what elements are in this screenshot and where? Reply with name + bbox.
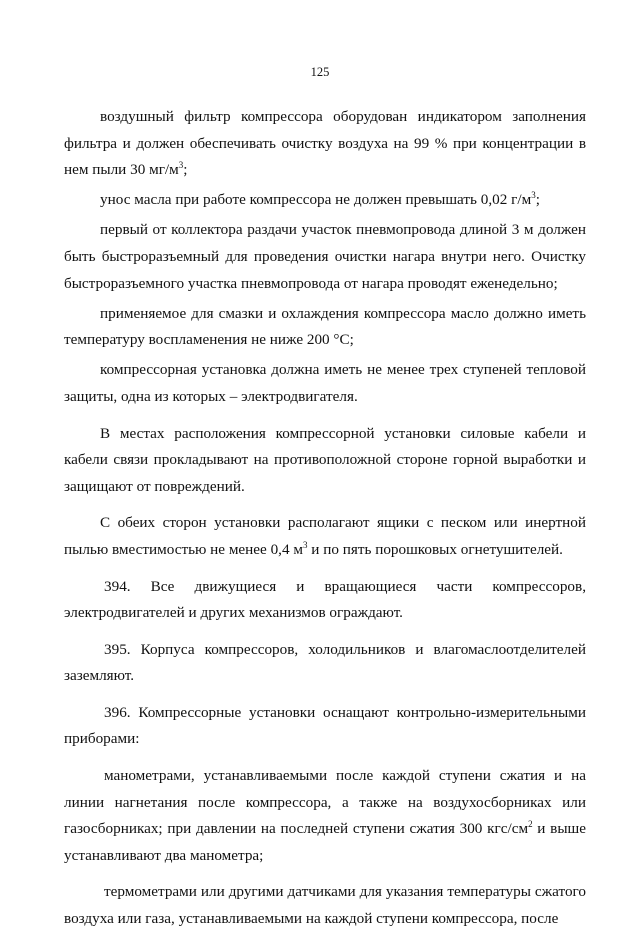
paragraph-396: 396. Компрессорные установки оснащают контрольно-измерительными приборами: [64, 703, 586, 748]
paragraph-thermometers: термометрами или другими датчиками для указания температуры сжатого воздуха или газа, устанавливаемыми на каждой ступени компрессора, после [64, 883, 586, 928]
superscript-squared: 2 [528, 819, 533, 830]
paragraph-thermal-protection: компрессорная установка должна иметь не менее трех ступеней тепловой защиты, одна из которых – электродвигателя. [64, 361, 586, 405]
paragraph-oil-flash-point: применяемое для смазки и охлаждения компрессора масло должно иметь температуру воспламенения не ниже 200 °C; [64, 304, 586, 349]
paragraph-quick-release-section: первый от коллектора раздачи участок пневмопровода длиной 3 м должен быть быстроразъемный для проведения очистки нагара внутри него. Очистку быстроразъемного участка пневмопровода от нагара проводят еженедельно; [64, 221, 586, 292]
superscript-cubic: 3 [178, 160, 184, 171]
superscript-cubic: 3 [531, 190, 536, 201]
paragraph-manometers [64, 763, 586, 869]
superscript-cubic: 3 [302, 539, 308, 550]
paragraph-air-filter-text: воздушный фильтр компрессора оборудован индикатором заполнения фильтра и должен обеспечивать очистку воздуха на 99 % при концентрации в нем пыли 30 мг/м [64, 108, 586, 179]
document-body [64, 104, 586, 936]
paragraph-sand-boxes-tail: и по пять порошковых огнетушителей. [307, 540, 563, 558]
paragraph-oil-carryover-text: унос масла при работе компрессора не должен превышать 0,02 г/м [100, 191, 532, 209]
paragraph-sand-boxes [64, 510, 586, 563]
paragraph-oil-carryover [64, 187, 586, 214]
paragraph-cable-routing: В местах расположения компрессорной установки силовые кабели и кабели связи прокладывают на противоположной стороне горной выработки и защищают от повреждений. [64, 424, 586, 495]
paragraph-395: 395. Корпуса компрессоров, холодильников и влагомаслоотделителей заземляют. [64, 640, 586, 685]
page-number: 125 [310, 65, 330, 79]
paragraph-manometers-tail: и выше устанавливают два манометра; [64, 820, 586, 864]
paragraph-air-filter [64, 104, 586, 184]
paragraph-air-filter-tail: ; [183, 161, 188, 179]
paragraph-394: 394. Все движущиеся и вращающиеся части компрессоров, электродвигателей и других механизмов ограждают. [64, 577, 586, 622]
paragraph-sand-boxes-text: С обеих сторон установки располагают ящики с песком или инертной пылью вместимостью не менее 0,4 м [64, 514, 586, 558]
paragraph-manometers-text: манометрами, устанавливаемыми после каждой ступени сжатия и на линии нагнетания после компрессора, а также на воздухосборниках или газосборниках; при давлении на последней ступени сжатия 300 кгс/см [64, 767, 586, 838]
paragraph-oil-carryover-tail: ; [535, 191, 540, 209]
